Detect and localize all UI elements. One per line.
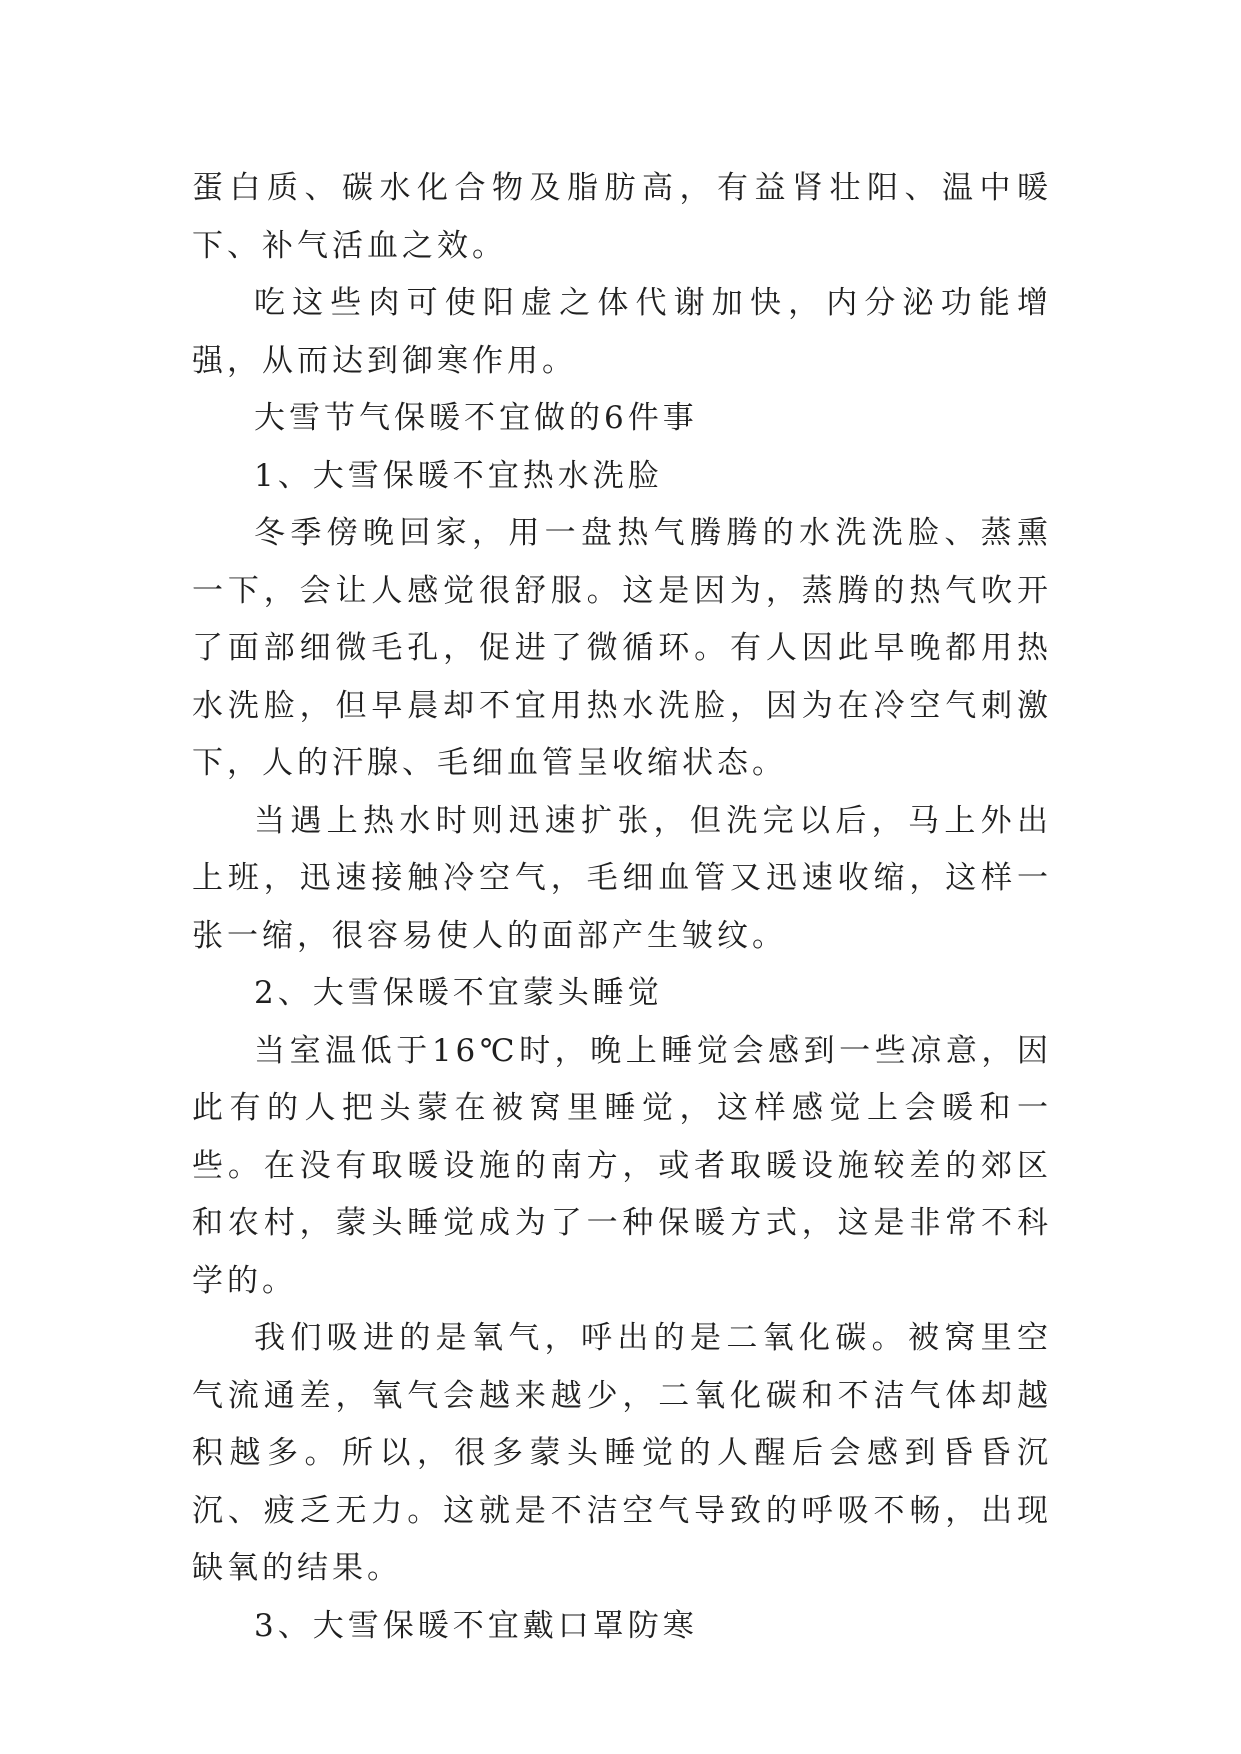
- section-heading: 3、大雪保暖不宜戴口罩防寒: [254, 1607, 698, 1644]
- paragraph: 我们吸进的是氧气，呼出的是二氧化碳。被窝里空气流通差，氧气会越来越少，二氧化碳和不洁气体却越积越多。所以，很多蒙头睡觉的人醒后会感到昏昏沉沉、疲乏无力。这就是不洁空气导致的呼吸不畅，出现缺氧的结果。: [192, 1320, 1052, 1586]
- document-body: [192, 160, 1052, 1655]
- paragraph: 吃这些肉可使阳虚之体代谢加快，内分泌功能增强，从而达到御寒作用。: [192, 285, 1052, 379]
- section-heading: 2、大雪保暖不宜蒙头睡觉: [254, 975, 663, 1011]
- paragraph: 当遇上热水时则迅速扩张，但洗完以后，马上外出上班，迅速接触冷空气，毛细血管又迅速收缩，这样一张一缩，很容易使人的面部产生皱纹。: [192, 802, 1052, 954]
- section-heading: 1、大雪保暖不宜热水洗脸: [254, 457, 663, 494]
- paragraph: 冬季傍晚回家，用一盘热气腾腾的水洗洗脸、蒸熏一下，会让人感觉很舒服。这是因为，蒸腾的热气吹开了面部细微毛孔，促进了微循环。有人因此早晚都用热水洗脸，但早晨却不宜用热水洗脸，因为在冷空气刺激下，人的汗腺、毛细血管呈收缩状态。: [192, 515, 1052, 781]
- section-heading: 大雪节气保暖不宜做的6件事: [254, 400, 698, 436]
- paragraph: 蛋白质、碳水化合物及脂肪高，有益肾壮阳、温中暖下、补气活血之效。: [192, 170, 1052, 264]
- paragraph: 当室温低于16℃时，晚上睡觉会感到一些凉意，因此有的人把头蒙在被窝里睡觉，这样感觉上会暖和一些。在没有取暖设施的南方，或者取暖设施较差的郊区和农村，蒙头睡觉成为了一种保暖方式，这是非常不科学的。: [192, 1032, 1052, 1299]
